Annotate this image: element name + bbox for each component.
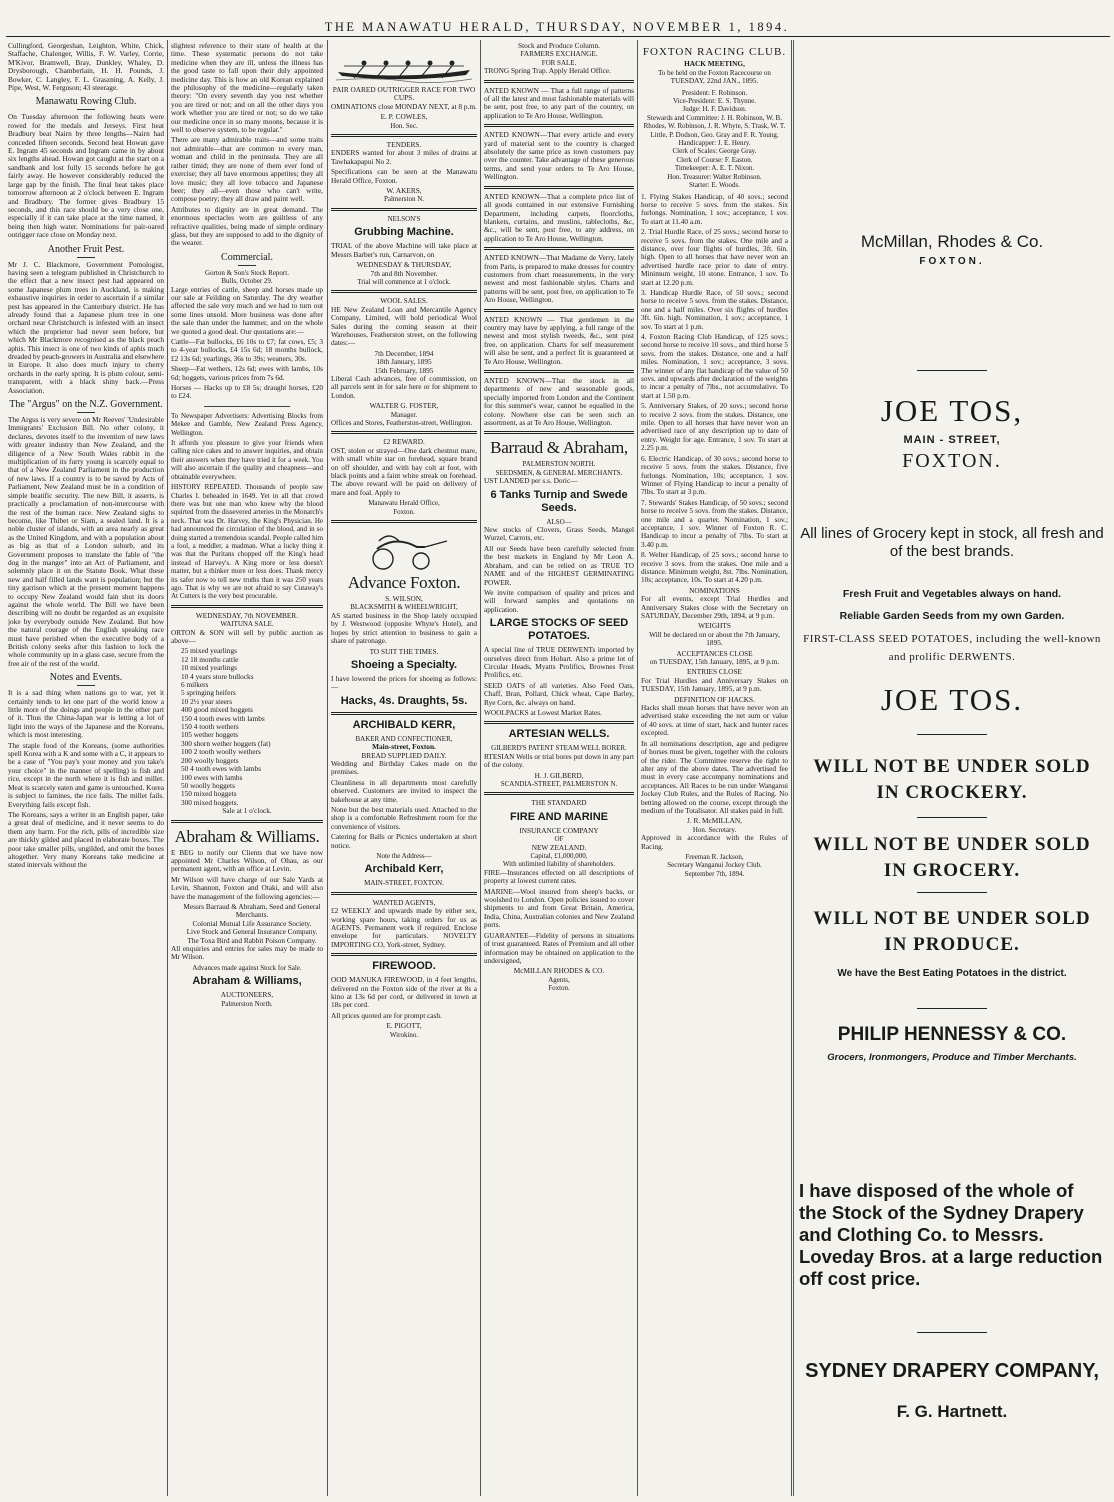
advert-signature-sub: AUCTIONEERS, <box>220 990 274 1000</box>
sale-item: 50 woolly hoggets <box>181 780 235 790</box>
column-adverts-3 <box>331 42 477 1494</box>
joe-tos-name: JOE TOS, <box>880 393 1024 428</box>
advert-text: I have lowered the prices for shoeing as follows:— <box>331 673 477 692</box>
advert-subheading: PALMERSTON NORTH. <box>522 460 596 469</box>
sale-item: 10 2½ year steers <box>181 696 233 706</box>
divider <box>331 208 477 211</box>
officer-item: Clerk of Scales: George Gray. <box>672 147 757 156</box>
column-rule <box>637 40 638 1496</box>
advert-signature: Abraham & Williams, <box>192 975 302 988</box>
column-rule <box>791 40 792 1496</box>
advert-signature: McMILLAN RHODES & CO. <box>513 966 605 976</box>
advert-heading: FIREWOOD. <box>372 960 436 973</box>
column-rule <box>327 40 328 1496</box>
advert-subheading: BAKER AND CONFECTIONER, <box>355 734 453 743</box>
hennessy-name: PHILIP HENNESSY & CO. <box>837 1024 1067 1045</box>
race-item: 3. Handicap Hurdle Race, of 50 sovs.; second horse to receive 5 sovs. from the stakes. Distance, one and a half miles. Over six flights of hurdles 3ft. 6in. high. Nomination, 1 sov.; acceptance, 1 sov. To start at 1 p.m. <box>641 287 788 331</box>
advert-text: RTESIAN Wells or trial bores put down in any part of the colony. <box>484 751 634 770</box>
advert-signature: E. PIGOTT, <box>386 1021 422 1031</box>
history-heading: HISTORY REPEATED. <box>171 483 242 492</box>
advert-text: Capital, £1,000,000, <box>530 852 588 861</box>
divider <box>171 820 323 823</box>
section-text: Approved in accordance with the Rules of Racing. <box>641 833 788 851</box>
officer-item: Hon. Treasurer: Walter Robinson. <box>667 172 762 181</box>
advert-signature-place: Palmerston North. <box>221 999 273 1008</box>
advert-heading: FARMERS EXCHANGE. <box>520 49 598 59</box>
advert-trade: BLACKSMITH & WHEELWRIGHT, <box>350 603 458 612</box>
race-item: 2. Trial Hurdle Race, of 25 sovs.; second horse to receive 5 sovs. from the stakes. One mile and a distance, over four flights of hurdles, 3ft. 6in. high. Open to all horses that have never won an advertised hurdle race prior to date of entry. Minimum weight, 10 stone. Entrance, 1 sov. To start at 12.20 p.m. <box>641 227 788 287</box>
advert-heading: FIRE AND MARINE <box>510 810 608 823</box>
article-text: The Argus is very severe on Mr Reeves' 'Undesirable Immigrants' Exclusion Bill. No other colony, it declares, devotes itself to the invention of new laws with greater industry than New Zealand, and the diligence of a New South Wales rabbit in the multiplication of its furry young is scarcely equal to that of a New Zealand Parliament in the production of new laws. If a country is to be saved by Acts of Parliament, New Zealand must be in a condition of simple beatific security. The new Bill, it asserts, is practically a proclamation of non-intercourse with the rest of the human race. New Zealand sighs to become, like Thibet or Siam, a sealed land. It is a noble cluster of islands, with an area nearly as great as the United Kingdom, and with a population about as big as that of a London suburb, and its Government proposes to translate the fable of "the dog in the manger" into an Act of Parliament, and solemnly place it on the Statute Book. What these new and half filled lands want is population; but the tiny garrison which at the present moment happens to occupy New Zealand would fain shut its doors against the whole world. The Bill we have been describing will no doubt be regarded as an exquisite joke by everybody outside New Zealand. But how the natural courage of the English speaking race must have perished when the executive body of a British colony seeks after this fashion to lock the whole community up in a glass case, secure from the free air of the rest of the world. <box>8 415 164 668</box>
article-heading: Commercial. <box>221 251 273 263</box>
advert-date: 7th and 8th November. <box>370 268 438 278</box>
advert-text: All prices quoted are for prompt cash. <box>331 1010 442 1020</box>
section-text: For all events, except Trial Hurdles and Anniversary Stakes close with the Secretary on SATURDAY, December 29th, 1894, at 9 p.m. <box>641 594 788 620</box>
section-heading: DEFINITION OF HACKS. <box>674 694 755 704</box>
advert-text: All our Seeds have been carefully selected from the best markets in England by Mr Leon A. Abraham, and can be relied on as TRUE TO NAME and of the HIGHEST GERMINATING POWER. <box>484 543 634 587</box>
advert-text: Advances made against Stock for Sale. <box>192 963 302 972</box>
wanted-known-ad: ANTED KNOWN — That a full range of patterns of all the latest and most fashionable materials will be sent, post free, to any part of the country, on application to Te Aro House, Wellington. <box>484 85 634 120</box>
advert-heading: PAIR OARED OUTRIGGER RACE FOR TWO CUPS. <box>332 85 476 103</box>
wanted-known-ad: ANTED KNOWN—That every article and every yard of material sent to the country is charged absolutely the same price as town customers pay over the counter. Take advantage of these generous terms, and send your orders to Te Aro House, Wellington. <box>484 130 634 182</box>
article-text: The staple food of the Koreans, (some authorities spell Korea with a K and some with a C, it appears to be a case of "You pay's your money and you take's your choice" in the manner of spelling) is fish and rice, except in the north where it is fish and millet. Meat is scarcely eaten and game is untouched. Korea is subject to famines, the rice fails. The millet fails. Everything fails except fish. <box>8 740 164 809</box>
race-item: 8. Welter Handicap, of 25 sovs.; second horse to receive 3 sovs. from the stakes. One mile and a distance. Minimum weight, 8st. 7lbs. Nomination, 10s; acceptance, 10s. To start at 4.20 p.m. <box>641 550 788 585</box>
sale-item: 100 ewes with lambs <box>181 772 243 782</box>
sale-list <box>171 647 323 807</box>
grocery-undersold-notice: WILL NOT BE UNDER SOLD IN GROCERY. <box>813 834 1091 881</box>
article-heading: Another Fruit Pest. <box>47 243 125 255</box>
advert-signature-sub: Hon. Sec. <box>390 121 418 130</box>
advert-text: Mr Wilson will have charge of our Sale Yards at Levin, Shannon, Foxton and Otaki, and will also have the management of the following agencies:— <box>171 874 323 901</box>
divider <box>331 712 477 715</box>
hennessy-trade: Grocers, Ironmongers, Produce and Timber Merchants. <box>827 1052 1077 1063</box>
article-text: Cullingford, Georgeshan, Leighton, White, Chick, Staffache, Chalenger, Willis, F. W. Varley, Corrie, M'Kivor, Bramwell, Bray, Dunkley, Whaley, D. Drysborough, Chamberlain, H. H. Pounds, J. Bowker, C. Langley, F. L. Graszning, A. Kelly, J. Pipe, West, W. Ferguson; 43 steerage. <box>8 42 164 93</box>
column-rule <box>167 40 168 1496</box>
advert-heading: WOOL SALES. <box>380 296 428 306</box>
advert-text: WOOLPACKS at Lowest Market Rates. <box>484 707 602 717</box>
advert-heading: HACK MEETING, <box>684 59 745 69</box>
crockery-notice: WILL NOT BE UNDER SOLD IN CROCKERY. <box>813 756 1091 803</box>
race-item: 5. Anniversary Stakes, of 20 sovs.; second horse to receive 2 sovs. from the stakes. Distance, one mile. Open to all horses that have never won an advertised race of any description up to date of entry. Weight for age. Entrance, 1 sov. To start at 2.25 p.m. <box>641 401 788 453</box>
officer-item: President: F. Robinson. <box>681 88 748 97</box>
advert-text: Wedding and Birthday Cakes made on the premises. <box>331 758 477 777</box>
joe-tos-town: FOXTON. <box>902 450 1002 472</box>
divider <box>484 370 634 373</box>
sale-item: 6 milkers <box>181 680 209 690</box>
sale-time: Sale at 1 o'clock. <box>222 806 272 816</box>
advert-signature-place: Foxton. <box>548 984 570 993</box>
column-racing-5 <box>641 42 788 1494</box>
article-text: The Koreans, says a writer in an English paper, take a great deal of medicine, and it never seems to do them any harm. For the rich, pills of incredible size are thickly gilded and placed in elaborate boxes. The poor take smaller pills, ungilded, and omit the boxes altogether. Very many Koreans take medicine at stated intervals without the <box>8 809 164 870</box>
divider <box>484 80 634 83</box>
sale-item: 300 shorn wether hoggets (fat) <box>181 738 271 748</box>
agency-item: The Toxa Bird and Rabbit Poison Company. <box>187 935 317 945</box>
wool-date: 18th January, 1895 <box>376 357 432 367</box>
advert-signature-sub: Hon. Secretary. <box>692 825 737 834</box>
article-heading: Notes and Events. <box>49 672 123 684</box>
advert-text: HE New Zealand Loan and Mercantile Agency Company, Limited, will hold periodical Wool Sales during the coming season at their Warehouses, Featherston street, on the following dates:— <box>331 304 477 348</box>
advert-subheading: NEW ZEALAND. <box>531 842 587 852</box>
advert-text: E BEG to notify our Clients that we have now appointed Mr Charles Wilson, of Ohau, as our permanent agent, with an office at Levin. <box>171 847 323 874</box>
race-item: 1. Flying Stakes Handicap, of 40 sovs.; second horse to receive 5 sovs. from the stakes. Six furlongs. Nomination, 1 sov.; acceptance, 1 sov. To start at 11.40 a.m. <box>641 191 788 226</box>
joe-tos-street: MAIN - STREET, <box>903 434 1001 446</box>
best-potatoes-notice: We have the Best Eating Potatoes in the district. <box>837 968 1067 979</box>
rowing-boat-illustration <box>334 46 474 84</box>
advert-signature: J. R. McMILLAN, <box>687 816 742 826</box>
sale-item: 150 4 tooth wethers <box>181 722 239 732</box>
advert-heading: NELSON'S <box>387 214 421 223</box>
garden-seeds-notice: Reliable Garden Seeds from my own Garden. <box>839 610 1065 622</box>
history-text: Thousands of people saw Charles I. beheaded in 1649. Yet in all that crowd there was but one man who knew why the blood squirted from the dissevered arteries in the Monarch's neck. That was Dr. Harvey, the King's Physician. He had announced the circulation of the blood, and in so doing started a tremendous scandal. People called him a fool, a meddler, a madman. What a lucky thing it was that the Puritans chopped off the King's head instead of Harvey's. A King more or less doesn't matter, but a thinker more or less does. Thank mercy its safer now to tell new truths than it was 250 years ago. That is why we are not afraid to say Cutaway's At Cutters is the very best procurable. <box>171 483 323 601</box>
advert-subheading: GILBERD'S PATENT STEAM WELL BORER. <box>491 744 627 753</box>
divider <box>484 186 634 189</box>
advert-signature: Freeman R. Jackson, <box>685 852 744 861</box>
advert-text: GUARANTEE—Fidelity of persons in situations of trust guaranteed. Rates of Premium and all other information may be obtained on application to the undersigned, <box>484 930 634 965</box>
advert-heading: FOR SALE. <box>541 58 577 67</box>
divider <box>484 721 634 724</box>
advert-text: ENDERS wanted for about 3 miles of drains at Tawhakapapui No 2. <box>331 148 477 166</box>
advert-text: A special line of TRUE DERWENTs imported by ourselves direct from Hobart. Also a prime lot of Circular Heads, Myatts Prolifics, Brownes Frost Prolifics, etc. <box>484 645 634 680</box>
wool-date: 7th December, 1894 <box>374 348 434 358</box>
sale-item: 25 mixed yearlings <box>181 646 237 656</box>
joe-tos-name: JOE TOS. <box>880 682 1024 717</box>
divider <box>484 309 634 312</box>
wanted-known-ad: ANTED KNOWN—That a complete price list of all goods contained in our extensive Furnishing Department, including carpets, floorcloths, blankets, curtains, and muslins, tablecloths, &c, &c., will be sent, post free, to any address, on application to Te Aro House, Wellington. <box>484 191 634 243</box>
race-item: 7. Stewards' Stakes Handicap, of 50 sovs.; second horse to receive 5 sovs. from the stakes. Distance, one mile and a quarter. Nomination, 1 sov.; acceptance, 1 sov. Winner of Foxton R. C. Handicap to incur a penalty of 7lbs. To start at 3.40 p.m. <box>641 497 788 549</box>
advert-heading: ARCHIBALD KERR, <box>352 718 456 731</box>
sale-item: 150 4 tooth ewes with lambs <box>181 713 265 723</box>
advert-text: With unlimited liability of shareholders. <box>502 860 616 869</box>
disposed-notice: I have disposed of the whole of the Stock of the Sydney Drapery and Clothing Co. to Messrs. Loveday Bros. at a large reduction off cost price. <box>799 1180 1103 1289</box>
section-text: For Trial Hurdles and Anniversary Stakes on TUESDAY, 15th January, 1895, at 9 p.m. <box>641 675 788 694</box>
masthead-rule <box>6 36 1110 37</box>
advert-signature: WALTER G. FOSTER, <box>369 401 439 411</box>
sale-item: 300 mixed hoggets. <box>181 797 239 807</box>
advert-text: UST LANDED per s.s. Doric— <box>484 476 578 486</box>
divider <box>484 247 634 250</box>
sydney-drapery-name: SYDNEY DRAPERY COMPANY, <box>805 1360 1099 1382</box>
sale-item: 105 wether hoggets <box>181 730 239 740</box>
column-news-2 <box>171 42 323 1494</box>
advert-note: Note the Address— <box>376 852 432 860</box>
advert-signature: E. P. COWLES, <box>380 112 428 122</box>
article-text: There are many admirable traits—and some traits not admirable—that are common to every man, woman and child in the peninsula. They are all rather timid; they are none of them ever fond of exercise; they all have enormous appetites; they all love music; they all love tobacco and Japanese beer; they all—even those who can't write, compose poetry; they all draw and paint well. <box>171 135 323 204</box>
advert-text: Specifications can be seen at the Manawatu Herald Office, Foxton. <box>331 167 477 185</box>
advert-heading: Grubbing Machine. <box>354 226 454 239</box>
officer-item: Starter: E. Woods. <box>688 181 741 190</box>
advert-text: ALSO— <box>546 517 572 526</box>
advert-date: WEDNESDAY & THURSDAY, <box>356 260 452 270</box>
advert-signature: H. J. GILBERD, <box>534 770 584 780</box>
advert-heading: THE STANDARD <box>531 798 587 808</box>
advert-signature: Archibald Kerr, <box>364 863 444 876</box>
officer-item: Handicapper: J. E. Henry. <box>678 139 751 148</box>
sale-item: 50 4 tooth ewes with lambs <box>181 764 262 774</box>
article-text: Attributes to dignity are in great demand. The enormous spectacles worn are guiltless of any refractive qualities, being made of simple ordinary glass, but they are supposed to add to the dignity of the wearer. <box>171 204 323 248</box>
advert-text: Catering for Balls or Picnics undertaken at short notice. <box>331 832 477 850</box>
advert-heading: 6 Tanks Turnip and Swede Seeds. <box>490 488 628 514</box>
mcmillan-rhodes-name: McMillan, Rhodes & Co. <box>860 232 1044 251</box>
article-text: Large entries of cattle, sheep and horses made up our sale at Feilding on Saturday. The dry weather affected the sale very much and we had to turn out some lines unsold. More business was done after the sale than under the hammer, and on the whole we quoted a good deal. Our quotations are:— <box>171 284 323 336</box>
advert-signature: W. AKERS, <box>386 186 422 196</box>
advert-heading: WANTED AGENTS, <box>372 897 436 907</box>
advert-heading: £2 REWARD. <box>383 437 425 447</box>
advert-text: None but the best materials used. Attached to the shop is a comfortable Refreshment room for the convenience of visitors. <box>331 804 477 831</box>
produce-notice: WILL NOT BE UNDER SOLD IN PRODUCE. <box>813 908 1091 955</box>
wanted-known-ad: ANTED KNOWN—That Madame de Verry, lately from Paris, is prepared to make dresses for country customers from chart measurements, in the very newest and most fashionable styles. Charts and patterns will be sent, post free, on application to Te Aro House, Wellington. <box>484 253 634 305</box>
racing-club-heading: FOXTON RACING CLUB. <box>642 46 787 58</box>
divider <box>331 892 477 895</box>
divider <box>484 124 634 127</box>
divider <box>331 520 477 523</box>
advert-date: TUESDAY, 22nd JAN., 1895. <box>670 76 759 86</box>
column-adverts-4 <box>484 42 634 1494</box>
advert-text: Cleanliness in all departments most carefully observed. Customers are invited to inspect the bakehouse at any time. <box>331 777 477 804</box>
advert-signature-sub: Manager. <box>390 410 418 419</box>
column-rule <box>480 40 481 1496</box>
officer-item: Judge: H. F. Davidson. <box>682 105 747 114</box>
advert-prices: Hacks, 4s. Draughts, 5s. <box>340 694 468 707</box>
sale-item: 200 woolly hoggets <box>181 755 239 765</box>
advert-subheading: OF <box>554 835 564 844</box>
wanted-known-ad: ANTED KNOWN—That the stock in all departments of new and seasonable goods, specially imported from London and the Continent for this summer's wear, cannot be equalled in the colony. Nowhere else can be seen such an assortment, as at Te Aro House, Wellington. <box>484 376 634 428</box>
advert-text: We invite comparison of quality and prices and will forward samples and quotations on application. <box>484 587 634 614</box>
article-heading: Manawatu Rowing Club. <box>35 96 137 108</box>
divider <box>484 792 634 795</box>
divider <box>331 134 477 137</box>
advert-text: Liberal Cash advances, free of commission, on all parcels sent in for sale here or for shipment to London. <box>331 373 477 400</box>
advert-signature-sub: Agents, <box>548 975 570 984</box>
sale-heading: WEDNESDAY, 7th NOVEMBER. <box>195 610 299 620</box>
race-item: 4. Foxton Racing Club Handicap, of 125 sovs.; second horse to receive 10 sovs., and third horse 5 sovs. from the stakes. Distance, one and a half miles. Nomination, 1 sov.; acceptance, 3 sovs. The winner of any flat handicap of the value of 50 sovs. and upwards after declaration of the weights to incur a penalty of 7lbs., not accumulative. To start at 1.50 p.m. <box>641 332 788 400</box>
advert-heading: TENDERS. <box>386 140 422 150</box>
advert-subheading: Main-street, Foxton. <box>372 742 436 752</box>
sale-item: 10 mixed yearlings <box>181 663 237 673</box>
officer-item: Clerk of Course: F. Easton. <box>676 155 753 164</box>
advert-slogan: TO SUIT THE TIMES. <box>369 646 439 656</box>
divider <box>331 953 477 956</box>
advert-heading: Shoeing a Specialty. <box>350 658 458 671</box>
sale-intro: ORTON & SON will sell by public auction as above— <box>171 627 323 645</box>
article-subheading: Gorton & Son's Stock Report. <box>205 268 289 277</box>
sale-subheading: WAITUNA SALE. <box>220 620 274 629</box>
divider <box>171 605 323 608</box>
article-text: Horses — Hacks up to £8 5s; draught horses, £20 to £24. <box>171 383 323 401</box>
agency-item: Colonial Mutual Life Assurance Society. <box>192 918 312 928</box>
section-text: Will be declared on or about the 7th January, 1895. <box>649 629 780 648</box>
advance-foxton-heading: Advance Foxton. <box>347 573 461 593</box>
advert-date: September 7th, 1894. <box>684 869 745 878</box>
fresh-fruit-notice: Fresh Fruit and Vegetables always on hand. <box>842 588 1062 600</box>
advert-text: TRONG Spring Trap. Apply Herald Office. <box>484 66 611 76</box>
advert-subheading: To be held on the Foxton Racecourse on <box>658 68 771 77</box>
article-dateline: Bulls, October 29. <box>221 277 273 286</box>
section-text: Hacks shall mean horses that have never won an advertised stake exceeding the net sum or value of 40 sovs. at time of start, hack and hunter races excepted. <box>641 703 788 738</box>
advert-heading: ARTESIAN WELLS. <box>508 728 610 741</box>
section-heading: ENTRIES CLOSE <box>687 667 742 677</box>
wool-dates <box>331 350 477 375</box>
advert-text: It affords you pleasure to give your friends when calling nice cakes and to answer inquiries, and obtain their answers when they have tried it for a week. You will also ascertain if the quality and cheapness—and obtainable everywhere. <box>171 439 323 481</box>
agency-item: Live Stock and General Insurance Company. <box>186 927 318 937</box>
sale-item: 100 2 tooth woolly wethers <box>181 747 261 757</box>
sale-item: 400 good mixed hoggets <box>181 705 253 715</box>
advert-signature-sub: Palmerston N. <box>383 195 425 204</box>
section-text: on TUESDAY, 15th January, 1895, at 9 p.m. <box>649 657 780 667</box>
advert-signature-sub: Wirokino. <box>389 1030 419 1039</box>
divider <box>331 290 477 293</box>
agency-list <box>171 903 323 945</box>
advert-subheading: SEEDSMEN, & GENERAL MERCHANTS. <box>495 468 623 477</box>
advert-note: To Newspaper Advertisers: Advertising Blocks from Mekee and Gamble, New Zealand Press Agency, Wellington. <box>171 411 323 437</box>
advert-text: FIRE—Insurances effected on all descriptions of property at lowest current rates. <box>484 867 634 886</box>
advert-signature-sub: MAIN-STREET, FOXTON. <box>364 879 444 888</box>
section-heading: ACCEPTANCES CLOSE <box>676 648 753 658</box>
race-item: 6. Electric Handicap, of 30 sovs.; second horse to receive 5 sovs. from the stakes. Distance, five furlongs. Nomination, 10s; acceptance, 1 sov. Winner of Flying Handicap to incur a penalty of 7lbs. To start at 3 p.m. <box>641 453 788 497</box>
article-text: Cattle—Fat bullocks, £6 10s to £7; fat cows, £5; 3 to 4-year bullocks, £4 15s 6d; 18 months bullock, £2 13s 6d; yearlings, 36s to 39s; weaners, 30s. <box>171 337 323 363</box>
officer-item: Vice-President: E. S. Thynne. <box>672 97 757 106</box>
article-text: On Tuesday afternoon the following heats were rowed for the medals and Jerseys. First heat Bradbury beat Nairn by three lengths—Nairn had conceded fifteen seconds. Second heat Howan gave E. Ingram 45 seconds and Ingram came in by about six lengths ahead. Howan got caught at the start on a sandbank and lost fully 15 seconds before he got fairly away. He however considerably reduced the large gap by the finish. The final heat takes place tomorrow afternoon at 2 o'clock between E. Ingram and Bradbury. The former gives Bradbury 15 seconds, and this race should be a very close one, especially if it can take place at the time named, it being then high water. Nominations for pair-oared outrigger race close on Monday next. <box>8 112 164 240</box>
officer-item: Timekeeper: A. E. T. Nixon. <box>674 164 755 173</box>
divider <box>484 431 634 434</box>
advert-name: S. WILSON, <box>385 594 423 604</box>
advert-text: AS started business in the Shop lately occupied by J. Westwood (opposite Whyte's Hotel), and hopes by strict attention to business to gain a share of patronage. <box>331 610 477 646</box>
advert-text: OST, stolen or strayed—One dark chestnut mare, with small white star on forehead, square brand on off shoulder, and with bay colt at foot, with black points and a faint white streak on forehead. The above reward will be paid on delivery of mare and foal. Apply to <box>331 445 477 497</box>
sale-item: 150 mixed hoggets <box>181 789 237 799</box>
advert-text: TRIAL of the above Machine will take place at Messrs Barber's run, Carnarvon, on <box>331 241 477 259</box>
column-rule <box>793 40 794 1496</box>
agency-item: Messrs Barraud & Abraham, Seed and General Merchants. <box>183 901 321 920</box>
section-heading: NOMINATIONS <box>689 585 740 595</box>
advert-text: OOD MANUKA FIREWOOD, in 4 feet lengths, delivered on the Foxton side of the river at 8s a kino at 13s 6d per cord, or delivered in town at 18s per cord. <box>331 975 477 1010</box>
article-text: Sheep—Fat wethers, 12s 6d; ewes with lambs, 10s 6d; hoggets, various prices from 7s 6d. <box>171 364 323 382</box>
sale-item: 10 4 years store bullocks <box>181 671 254 681</box>
advert-heading: LARGE STOCKS OF SEED POTATOES. <box>489 617 629 643</box>
advert-signature-sub: SCANDIA-STREET, PALMERSTON N. <box>500 780 618 788</box>
article-heading: The "Argus" on the N.Z. Government. <box>9 399 163 411</box>
wanted-known-ad: ANTED KNOWN — That gentlemen in the country may have by applying, a full range of the newest and most stylish tweeds, &c., sent post free, on application. Charts for self measurement will also be sent, and a perfect fit is guaranteed at Te Aro House, Wellington. <box>484 314 634 366</box>
advert-text: All enquiries and entries for sales may be made to Mr Wilson. <box>171 944 323 962</box>
column-news-1 <box>8 42 164 1494</box>
sale-item: 12 18 months cattle <box>181 654 239 664</box>
advert-signature-sub: Foxton. <box>393 507 415 516</box>
carriage-illustration <box>359 527 449 571</box>
masthead: THE MANAWATU HERALD, THURSDAY, NOVEMBER 1, 1894. <box>324 20 790 34</box>
column-heading: Stock and Produce Column. <box>518 42 600 50</box>
article-text: slightest reference to their state of health at the time. These systematic persons do not take medicine when they are ill, unless the illness has the good taste to fall upon their duly appointed medicine day. This is how an old Korean explained the philosophy of the medicine—regularly taken theory: "On every seventh day you rest whether you are tired or not; and on all the other days you work whether you are tired or not; so do we take our medicine once in so many moons, because it is well to observe system, to be regular." <box>171 42 323 135</box>
section-heading: WEIGHTS <box>698 621 731 631</box>
seed-potatoes-notice: FIRST-CLASS SEED POTATOES, including the well-known and prolific DERWENTS. <box>803 633 1101 663</box>
abraham-williams-heading: Abraham & Williams. <box>174 826 320 846</box>
advert-text: Trial will commence at 1 o'clock. <box>357 277 451 286</box>
advert-text: SEED OATS of all varieties. Also Feed Oats, Chaff, Bran, Pollard, Chick wheat, Cape Barley, Rye Corn, &c. always on hand. <box>484 680 634 707</box>
divider <box>204 406 289 407</box>
advert-subheading: INSURANCE COMPANY <box>519 825 599 835</box>
officer-item: Stewards and Committee: J. H. Robinson, W. B. Rhodes, W. Robinson, J. R. Whyte, S. Trask, W. T. Little, P. Dodson, Geo. Gray and F. R. Young. <box>643 113 786 139</box>
advert-signature: Manawatu Herald Office, <box>368 499 440 508</box>
display-adverts <box>795 42 1109 1494</box>
section-text: In all nominations description, age and pedigree of horses must be given, together with the colours of the rider. The Committee reserve the right to alter any of the above dates. The advertised fee must in every case accompany nominations and acceptances. All Races to be run under Wanganui Jockey Club Rules, and the Rules of Racing. No betting allowed on the course, except through the medium of the Totalisator. All stakes paid in full. <box>641 738 788 815</box>
mcmillan-rhodes-place: FOXTON. <box>919 256 985 267</box>
advert-text: OMINATIONS close MONDAY NEXT, at 8 p.m. <box>331 101 477 111</box>
advert-text: New stocks of Clovers, Grass Seeds, Mangel Wurzel, Carrots, etc. <box>484 525 634 543</box>
advert-subheading: BREAD SUPPLIED DAILY. <box>361 750 447 760</box>
advert-text: MARINE—Wool insured from sheep's backs, or woolshed to London. Open policies issued to cover shipments to and from Great Britain, America, India, China, Australian colonies and New Zealand ports. <box>484 886 634 930</box>
grocery-notice: All lines of Grocery kept in stock, all fresh and of the best brands. <box>800 525 1104 560</box>
barraud-abraham-heading: Barraud & Abraham, <box>490 438 628 458</box>
wool-date: 15th February, 1895 <box>374 365 434 375</box>
divider <box>331 431 477 434</box>
hartnett-name: F. G. Hartnett. <box>896 1402 1008 1421</box>
races-list <box>641 193 788 585</box>
sale-item: 5 springing heifers <box>181 688 236 698</box>
advert-text: £2 WEEKLY and upwards made by either sex, working spare hours, taking orders for us as AGENTS. Permanent work if required. Enclose envelope for particulars. NOVELTY IMPORTING CO, York-street, Sydney. <box>331 906 477 949</box>
officers-list <box>641 89 788 190</box>
advert-signature-sub: Secretary Wanganui Jockey Club. <box>667 861 762 870</box>
article-text: It is a sad thing when nations go to war, yet it certainly tends to let one part of the world know a little more of the doings and people in the other part of it. Thus the China-Japan war is letting a lot of light into the ways of the Japanese and the Koreans, which is most interesting. <box>8 688 164 740</box>
advert-text: Offices and Stores, Featherston-street, Wellington. <box>331 419 473 427</box>
article-text: Mr J. C. Blackmore, Government Pomologist, having seen a telegram published in Christchurch to the effect that a new insect pest had appeared on some Japanese plum trees in Auckland, is making exhaustive inquiries in order to ascertain if a similar pest has appeared in the Canterbury district. He has already found that a Japanese plum tree in one orchard near Christchurch is infested with an insect which the proprietor had never seen before, but which Mr Blackmore recognised as the black peach aphis. This insect is one of two kinds of aphis much dreaded by peach-growers in Australia and elsewhere in Europe. It also does much injury to cherry orchards in the early spring. It is plum colour, semi-transparent, with a black shiny back.—Press Association. <box>8 259 164 395</box>
